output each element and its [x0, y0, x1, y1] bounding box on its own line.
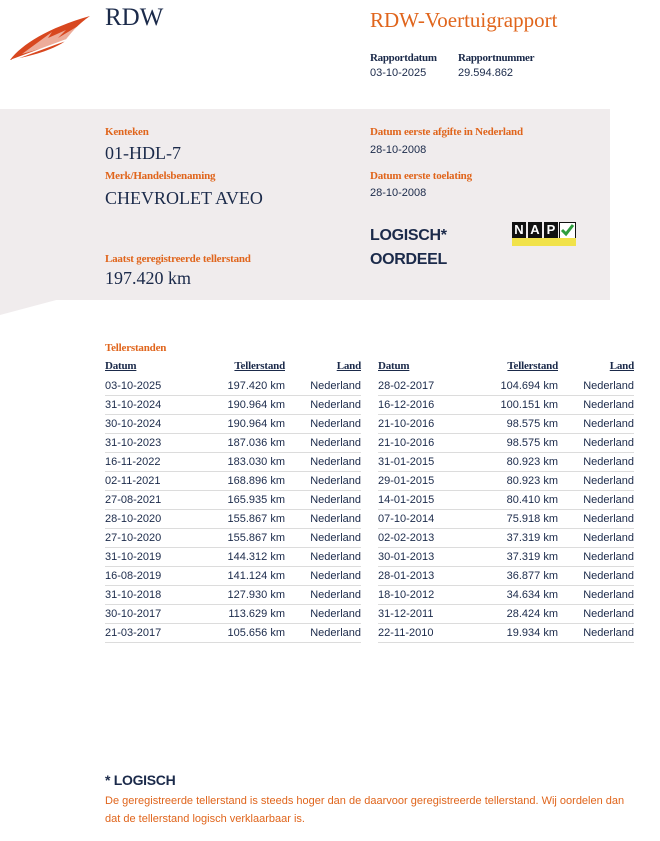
cell-datum: 02-02-2013	[378, 529, 472, 548]
tellerstand-value: 197.420 km	[105, 268, 192, 288]
col-datum: Datum	[105, 359, 137, 372]
rapportdatum-value: 03-10-2025	[370, 67, 427, 79]
table-row	[378, 396, 634, 415]
cell-datum: 21-10-2016	[378, 434, 472, 453]
footnote-text: De geregistreerde tellerstand is steeds hoger dan de daarvoor geregistreerde tellerstand. Wij oordelen dan dat de tellerstand logisch verklaarbaar is.	[105, 795, 625, 825]
cell-datum: 31-10-2024	[105, 396, 199, 415]
tellerstanden-table-right	[378, 359, 634, 643]
cell-tellerstand: 98.575 km	[472, 415, 558, 434]
cell-datum: 27-08-2021	[105, 491, 199, 510]
cell-datum: 16-11-2022	[105, 453, 199, 472]
cell-tellerstand: 19.934 km	[472, 624, 558, 643]
merk-label: Merk/Handelsbenaming	[105, 170, 216, 182]
table-row	[378, 491, 634, 510]
cell-datum: 18-10-2012	[378, 586, 472, 605]
cell-tellerstand: 155.867 km	[199, 529, 285, 548]
rapportdatum-label: Rapportdatum	[370, 52, 437, 64]
cell-land: Nederland	[558, 624, 634, 643]
cell-land: Nederland	[285, 491, 361, 510]
cell-tellerstand: 37.319 km	[472, 548, 558, 567]
toelating-label: Datum eerste toelating	[370, 170, 472, 182]
cell-tellerstand: 104.694 km	[472, 377, 558, 396]
table-row	[378, 548, 634, 567]
cell-datum: 27-10-2020	[105, 529, 199, 548]
cell-land: Nederland	[285, 529, 361, 548]
toelating-value: 28-10-2008	[370, 187, 427, 199]
cell-tellerstand: 190.964 km	[199, 396, 285, 415]
cell-datum: 02-11-2021	[105, 472, 199, 491]
col-land: Land	[336, 359, 361, 372]
table-row	[105, 434, 361, 453]
cell-land: Nederland	[558, 605, 634, 624]
cell-land: Nederland	[285, 567, 361, 586]
cell-land: Nederland	[558, 434, 634, 453]
kenteken-value: 01-HDL-7	[105, 143, 181, 163]
cell-land: Nederland	[558, 510, 634, 529]
table-row	[105, 453, 361, 472]
cell-datum: 16-12-2016	[378, 396, 472, 415]
cell-land: Nederland	[558, 548, 634, 567]
nap-bar	[512, 238, 576, 246]
tellerstand-label: Laatst geregistreerde tellerstand	[105, 253, 251, 265]
cell-datum: 31-10-2019	[105, 548, 199, 567]
cell-land: Nederland	[285, 548, 361, 567]
cell-tellerstand: 113.629 km	[199, 605, 285, 624]
cell-land: Nederland	[285, 396, 361, 415]
cell-datum: 31-10-2018	[105, 586, 199, 605]
table-row	[105, 529, 361, 548]
cell-tellerstand: 190.964 km	[199, 415, 285, 434]
cell-land: Nederland	[558, 586, 634, 605]
cell-tellerstand: 98.575 km	[472, 434, 558, 453]
table-row	[378, 529, 634, 548]
table-row	[105, 491, 361, 510]
cell-tellerstand: 168.896 km	[199, 472, 285, 491]
table-row	[378, 453, 634, 472]
cell-land: Nederland	[285, 624, 361, 643]
cell-land: Nederland	[285, 586, 361, 605]
nap-letter-a: A	[528, 222, 542, 238]
cell-datum: 21-10-2016	[378, 415, 472, 434]
cell-datum: 28-10-2020	[105, 510, 199, 529]
table-row	[105, 548, 361, 567]
cell-tellerstand: 144.312 km	[199, 548, 285, 567]
table-row	[105, 510, 361, 529]
cell-tellerstand: 28.424 km	[472, 605, 558, 624]
cell-datum: 22-11-2010	[378, 624, 472, 643]
cell-datum: 30-01-2013	[378, 548, 472, 567]
cell-land: Nederland	[558, 415, 634, 434]
cell-land: Nederland	[558, 377, 634, 396]
footnote-heading: * LOGISCH	[105, 772, 176, 788]
rapportnummer-value: 29.594.862	[458, 67, 514, 79]
table-row	[378, 377, 634, 396]
cell-tellerstand: 187.036 km	[199, 434, 285, 453]
cell-tellerstand: 105.656 km	[199, 624, 285, 643]
table-row	[378, 472, 634, 491]
cell-tellerstand: 155.867 km	[199, 510, 285, 529]
kenteken-label: Kenteken	[105, 126, 149, 138]
cell-tellerstand: 75.918 km	[472, 510, 558, 529]
brand-name: RDW	[105, 4, 164, 31]
cell-datum: 07-10-2014	[378, 510, 472, 529]
cell-land: Nederland	[285, 605, 361, 624]
nap-letter-n: N	[512, 222, 526, 238]
table-row	[105, 472, 361, 491]
table-row	[105, 605, 361, 624]
cell-tellerstand: 34.634 km	[472, 586, 558, 605]
merk-value: CHEVROLET AVEO	[105, 188, 263, 208]
table-row	[105, 415, 361, 434]
col-tellerstand: Tellerstand	[507, 359, 558, 372]
report-title: RDW-Voertuigrapport	[370, 8, 558, 32]
cell-tellerstand: 36.877 km	[472, 567, 558, 586]
cell-datum: 31-10-2023	[105, 434, 199, 453]
table-row	[105, 624, 361, 643]
col-tellerstand: Tellerstand	[234, 359, 285, 372]
table-row	[105, 586, 361, 605]
cell-land: Nederland	[558, 567, 634, 586]
afgifte-label: Datum eerste afgifte in Nederland	[370, 126, 523, 138]
nap-letter-p: P	[544, 222, 558, 238]
table-row	[378, 605, 634, 624]
tellerstanden-table-left	[105, 359, 361, 643]
cell-tellerstand: 165.935 km	[199, 491, 285, 510]
cell-tellerstand: 80.923 km	[472, 453, 558, 472]
cell-land: Nederland	[558, 472, 634, 491]
tellerstanden-label: Tellerstanden	[105, 342, 167, 354]
cell-land: Nederland	[558, 529, 634, 548]
cell-tellerstand: 141.124 km	[199, 567, 285, 586]
cell-land: Nederland	[285, 415, 361, 434]
cell-tellerstand: 80.923 km	[472, 472, 558, 491]
cell-datum: 14-01-2015	[378, 491, 472, 510]
rapportnummer-label: Rapportnummer	[458, 52, 535, 64]
cell-datum: 28-02-2017	[378, 377, 472, 396]
cell-datum: 28-01-2013	[378, 567, 472, 586]
cell-datum: 16-08-2019	[105, 567, 199, 586]
cell-tellerstand: 37.319 km	[472, 529, 558, 548]
cell-land: Nederland	[558, 491, 634, 510]
table-row	[378, 586, 634, 605]
col-datum: Datum	[378, 359, 410, 372]
cell-land: Nederland	[285, 434, 361, 453]
table-row	[105, 567, 361, 586]
cell-land: Nederland	[558, 453, 634, 472]
cell-tellerstand: 127.930 km	[199, 586, 285, 605]
verdict-line-2: OORDEEL	[370, 251, 448, 268]
table-row	[105, 396, 361, 415]
cell-land: Nederland	[285, 510, 361, 529]
table-row	[378, 567, 634, 586]
cell-datum: 21-03-2017	[105, 624, 199, 643]
afgifte-value: 28-10-2008	[370, 144, 427, 156]
cell-datum: 29-01-2015	[378, 472, 472, 491]
cell-land: Nederland	[558, 396, 634, 415]
verdict-line-1: LOGISCH*	[370, 227, 447, 244]
col-land: Land	[609, 359, 634, 372]
table-row	[105, 377, 361, 396]
cell-datum: 31-12-2011	[378, 605, 472, 624]
cell-datum: 31-01-2015	[378, 453, 472, 472]
cell-tellerstand: 197.420 km	[199, 377, 285, 396]
table-row	[378, 510, 634, 529]
cell-tellerstand: 80.410 km	[472, 491, 558, 510]
rdw-logo-icon	[8, 14, 92, 64]
cell-land: Nederland	[285, 472, 361, 491]
table-row	[378, 434, 634, 453]
cell-land: Nederland	[285, 377, 361, 396]
nap-logo	[512, 222, 576, 246]
cell-tellerstand: 100.151 km	[472, 396, 558, 415]
table-row	[378, 624, 634, 643]
table-row	[378, 415, 634, 434]
cell-datum: 30-10-2017	[105, 605, 199, 624]
cell-land: Nederland	[285, 453, 361, 472]
cell-datum: 30-10-2024	[105, 415, 199, 434]
checkmark-icon	[559, 222, 576, 239]
cell-tellerstand: 183.030 km	[199, 453, 285, 472]
cell-datum: 03-10-2025	[105, 377, 199, 396]
summary-band-tail	[0, 299, 60, 315]
